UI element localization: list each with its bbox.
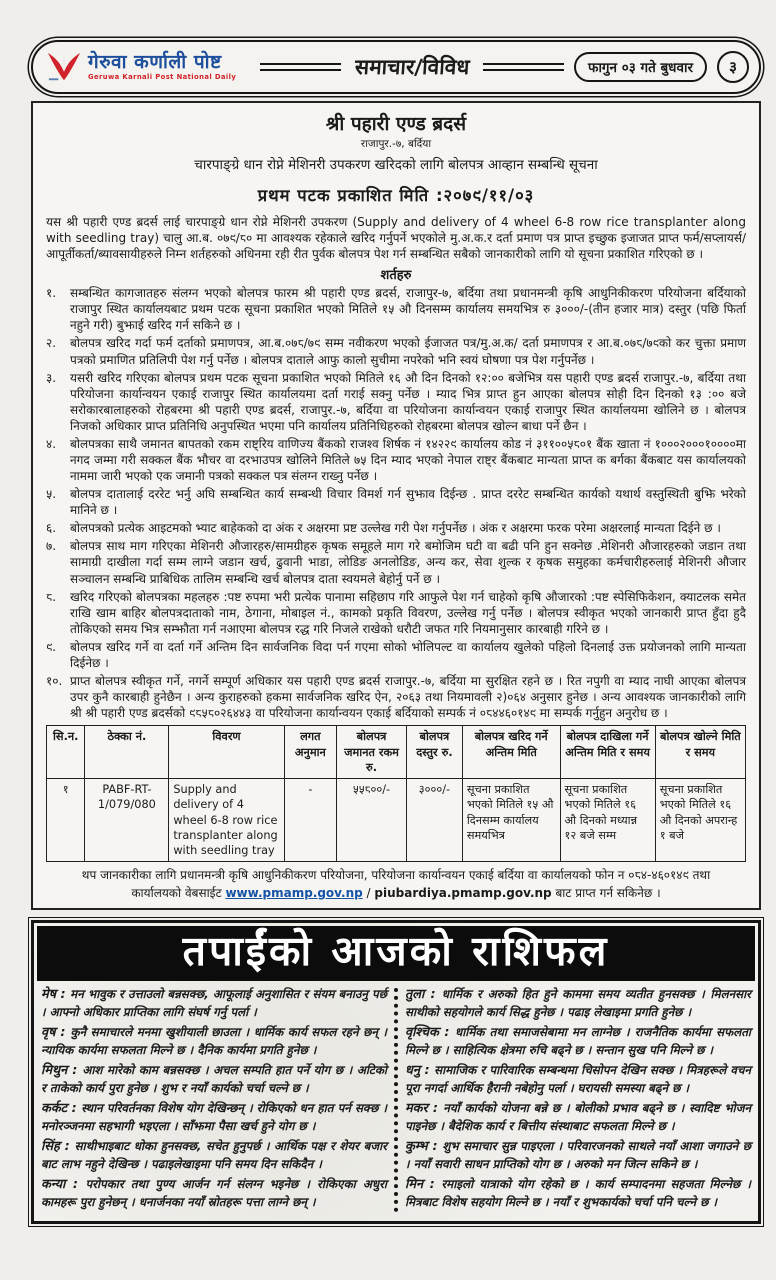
horoscope-column-right <box>405 986 751 1213</box>
term-item-6 <box>46 520 746 536</box>
table-header-cell: बोलपत्र दाखिला गर्ने अन्तिम मिति र समय <box>560 726 655 779</box>
website-link-separator: / <box>362 885 375 900</box>
term-item-8 <box>46 589 746 637</box>
horoscope-entry-right-3 <box>405 1062 751 1097</box>
term-item-3 <box>46 370 746 434</box>
term-text: प्राप्त बोलपत्र स्वीकृत गर्ने, नगर्ने सम्पूर्ण अधिकार यस पहारी एण्ड ब्रदर्स राजापुर.-७, बर्दिया मा सुरक्षित रहने छ । रित नपुगी वा म्याद नाघी आएका बोलपत्र उपर कुनै कारबाही हुनेछैन । अन्य कुराहरुको हकमा सार्वजनिक खरिद ऐन, २०६३ तथा नियमावली २)०६४ अनुसार हुनेछ । अन्य आवश्यक जानकारीको लागि श्री श्री पहारी एण्ड ब्रदर्सको ९८५८०२६४४३ वा परियोजना कार्यान्वयन एकाई बर्दियाको सम्पर्क नं ०८४४६०१४९ मा सम्पर्क गर्नुहुन अनुरोध छ । <box>70 674 746 721</box>
horoscope-column-divider <box>394 988 398 1211</box>
table-header-cell: बोलपत्र खरिद गर्ने अन्तिम मिति <box>462 726 560 779</box>
zodiac-sign-label: धनु : <box>405 1062 435 1078</box>
zodiac-sign-label: मिन : <box>405 1176 442 1192</box>
table-header-cell: बोलपत्र खोल्ने मिति र समय <box>655 726 745 779</box>
table-cell: PABF-RT-1/079/080 <box>85 779 169 862</box>
table-cell: सूचना प्रकाशित भएको मितिले १५ औ दिनसम्म कार्यालय समयभित्र <box>462 779 560 862</box>
page-number-badge: ३ <box>717 51 749 83</box>
table-cell: सूचना प्रकाशित भएको मितिले १६ औ दिनको अपरान्ह १ बजे <box>655 779 745 862</box>
term-text: खरिद गरिएको बोलपत्रका महलहरु :पष्ट रुपमा भरी प्रत्येक पानामा सहिछाप गरि आफुले पेश गर्न चाहेको कृषि औजारको :पष्ट स्पेसिफिकेशन, क्याटलक समेत राखि खाम बाहिर बोलपत्रदाताको नाम, ठेगाना, मोबाइल नं., कामको प्रकृति विवरण, उल्लेख गर्नु पर्नेछ । बोलपत्र स्वीकृत भएको जानकारी प्राप्त हुँदा हुदै तोकिएको समय भित्र सम्झौता गर्न नआएमा बोलपत्र रद्ध गरि निजले राखेको धरौटी जफत गरि नियमानुसार कारबाही गरिने छ । <box>70 589 746 636</box>
horoscope-entry-right-4 <box>405 1100 751 1135</box>
table-footnote <box>46 867 746 902</box>
tender-notice-box <box>31 101 761 910</box>
term-text: बोलपत्रका साथै जमानत बापतको रकम राष्ट्रिय वाणिज्य बैंकको राजश्व शिर्षक नं १४२२९ कार्यालय कोड नं ३११००५८०१ बैंक खाता नं १०००२०००१००००मा नगद जम्मा गरी सक्कल बैंक भौचर वा दरभाउपत्र खोलिने मितिले ७५ दिन म्याद भएको नेपाल राष्ट्र बैंकबाट मान्यता प्राप्त क बर्गका बैंकबाट यस कार्यालयको नाममा जारी भएको एक जमानी पत्रको सक्कल पत्र संलग्न राख्नु पर्नेछ । <box>70 436 746 484</box>
term-text: बोलपत्रको प्रत्येक आइटमको भ्याट बाहेकको दा अंक र अक्षरमा प्रष्ट उल्लेख गरी पेश गर्नुपर्नेछ । अंक र अक्षरमा फरक परेमा अक्षरलाई मान्यता दिईने छ । <box>70 521 721 536</box>
terms-heading: शर्तहरु <box>380 268 412 284</box>
term-text: सम्बन्धित कागजातहरु संलग्न भएको बोलपत्र फारम श्री पहारी एण्ड ब्रदर्स, राजापुर-७, बर्दिया तथा प्रधानमन्त्री कृषि आधुनिकीकरण परियोजना बर्दियाको राजापुर स्थित कार्यालयबाट प्रथम पटक सूचना प्रकाशित भएको मितिले १५ औ दिनसम्म कार्यालय समयभित्र रु ३०००/-(तीन हजार मात्र) दस्तुर (पछि फिर्ता नहुने गरी) बुझाई खरिद गर्न सकिने छ । <box>70 286 746 333</box>
footnote-line2-post: बाट प्राप्त गर्न सकिनेछ । <box>551 885 661 900</box>
zodiac-sign-label: मेष : <box>41 987 71 1003</box>
horoscope-columns <box>37 981 755 1217</box>
website-link-primary[interactable]: www.pmamp.gov.np <box>225 885 363 900</box>
zodiac-sign-label: मकर : <box>405 1100 444 1116</box>
term-item-10 <box>46 673 746 721</box>
horoscope-entry-right-2 <box>405 1024 751 1059</box>
horoscope-entry-right-5 <box>405 1138 751 1173</box>
zodiac-sign-label: तुला : <box>405 987 442 1003</box>
table-header-cell: ठेक्का नं. <box>85 726 169 779</box>
table-header-cell: बोलपत्र जमानत रकम रु. <box>337 726 407 779</box>
term-number: ८. <box>46 589 57 604</box>
horoscope-text: सामाजिक र पारिवारिक सम्बन्धमा चिसोपन देखिन सक्छ । मित्रहरूले वचन पूरा नगर्दा आर्थिक हैरानी नबेहोनु पर्ला । घरायसी समस्या बढ्ने छ । <box>405 1062 751 1096</box>
term-number: ६. <box>46 521 57 536</box>
masthead-rule-left <box>260 63 341 71</box>
horoscope-text: मन भावुक र उत्ताउलो बन्नसक्छ, आफूलाई अनुशासित र संयम बनाउनु पर्छ । आफ्नो अधिकार प्राप्तिका लागि संघर्ष गर्नु पर्ला । <box>41 987 388 1020</box>
masthead <box>31 40 761 94</box>
term-text: बोलपत्र दातालाई दररेट भर्नु अघि सम्बन्धित कार्य सम्बन्धी विचार विमर्श गर्न सुझाव दिईन्छ . प्राप्त दररेट सम्बन्धित कार्यको यथार्थ वस्तुस्थिती बुझि भरेको मानिने छ । <box>70 487 746 518</box>
horoscope-text: नयाँ कार्यको योजना बन्ने छ । बोलीको प्रभाव बढ्ने छ । स्वादिष्ट भोजन पाइनेछ । बैदेशिक कार्य र बित्तीय संस्थाबाट सफलता मिल्ने छ । <box>405 1100 751 1133</box>
section-title: समाचार/विविध <box>353 55 471 79</box>
horoscope-entry-left-2 <box>41 1024 387 1059</box>
term-text: बोलपत्र साथ माग गरिएका मेशिनरी औजारहरु/सामग्रीहरु कृषक समूहले माग गरे बमोजिम घटी वा बढी पनि हुन सक्नेछ .मेशिनरी औजारहरुको जडान तथा सामाग्री दाखीला गर्दा सम्म लाग्ने जडान खर्च, ढुवानी भाडा, लोडिङ अनलोडिङ, अन्य कर, सेवा शुल्क र कृषक समुहका कर्मचारीहरुलाई मेशिनरी औजार सञ्चालन सम्बन्धि प्राबिधिक तालिम सम्बन्धि खर्च बोलपत्र दाता स्वयमले बेहोर्नु पर्ने छ । <box>70 539 746 586</box>
zodiac-sign-label: कर्कट : <box>41 1100 82 1116</box>
horoscope-entry-right-6 <box>405 1176 751 1211</box>
horoscope-entry-left-6 <box>41 1176 387 1211</box>
horoscope-text: धार्मिक तथा समाजसेबामा मन लाग्नेछ । राजनैतिक कार्यमा सफलता मिल्ने छ । साहित्यिक क्षेत्रमा रुचि बढ्ने छ । सन्तान सुख पनि मिल्ने छ । <box>405 1025 751 1058</box>
horoscope-entry-left-4 <box>41 1100 387 1135</box>
table-cell: Supply and delivery of 4 wheel 6-8 row rice transplanter along with seedling tray <box>169 779 284 862</box>
horoscope-entry-right-1 <box>405 986 751 1021</box>
org-address: राजापुर.-७, बर्दिया <box>360 138 432 150</box>
term-text: बोलपत्र खरिद गर्दा फर्म दर्ताको प्रमाणपत्र, आ.ब.०७८/७९ सम्म नवीकरण भएको ईजाजत पत्र/मु.अ.क/ दर्ता प्रमाणपत्र र आ.ब.०७८/७९को कर चुक्ता प्रमाण पत्रको प्रमाणित प्रतिलिपी पेश गर्नु पर्नेछ । बोलपत्र दाताले आफु कालो सुचीमा नपरेको भनि स्वयं घोषणा पत्र पेश गर्नुपर्नेछ । <box>70 336 746 367</box>
horoscope-title-banner: तपाईंको आजको राशिफल <box>37 926 755 981</box>
tender-table-body <box>47 779 746 862</box>
table-header-cell: सि.न. <box>47 726 85 779</box>
term-item-9 <box>46 639 746 671</box>
term-number: ४. <box>46 436 57 451</box>
term-number: १. <box>46 286 57 301</box>
published-date-line: प्रथम पटक प्रकाशित मिति :२०७९/११/०३ <box>257 186 535 205</box>
horoscope-column-left <box>41 986 387 1213</box>
logo-tagline: Geruwa Karnali Post National Daily <box>88 73 237 82</box>
table-cell: ५५८००/- <box>337 779 407 862</box>
footnote-line1: थप जानकारीका लागि प्रधानमन्त्री कृषि आधुनिकीकरण परियोजना, परियोजना कार्यान्वयन एकाई बर्दिया वा कार्यालयको फोन न ०८४-४६०१४९ तथा <box>81 868 711 883</box>
term-item-1 <box>46 285 746 333</box>
footnote-line2-pre: कार्यालयको वेबसाईट <box>131 885 226 900</box>
masthead-rule-right <box>483 63 564 71</box>
table-cell: - <box>284 779 336 862</box>
term-number: ७. <box>46 539 57 554</box>
horoscope-text: स्थान परिवर्तनका विशेष योग देखिन्छन् । रोकिएको धन हात पर्न सक्छ । मनोरञ्जनमा सहभागी भइएला । साँझमा पैसा खर्च हुने योग छ । <box>41 1100 387 1133</box>
horoscope-section <box>31 920 761 1223</box>
zodiac-sign-label: वृश्चिक : <box>405 1025 455 1040</box>
logo-title: गेरुवा कर्णाली पोष्ट <box>88 51 222 74</box>
horoscope-text: धार्मिक र अरुको हित हुने काममा समय व्यतीत हुनसक्छ । मिलनसार साथीको सहयोगले कार्य सिद्ध हुनेछ । पढाइ लेखाइमा प्रगति हुनेछ । <box>405 987 751 1020</box>
terms-list <box>46 285 746 721</box>
table-cell: ३०००/- <box>406 779 462 862</box>
term-text: बोलपत्र खरिद गर्ने वा दर्ता गर्ने अन्तिम दिन सार्वजनिक विदा पर्न गएमा सोको भोलिपल्ट वा कार्यालय खुलेको पहिलो दिनलाई उक्त प्रयोजनको लागि मान्यता दिईनेछ । <box>70 639 746 670</box>
tender-table-header-row <box>47 726 746 779</box>
zodiac-sign-label: सिंह : <box>41 1138 75 1154</box>
term-item-4 <box>46 436 746 484</box>
horoscope-entry-left-1 <box>41 986 387 1021</box>
term-number: ५. <box>46 487 57 502</box>
zodiac-sign-label: वृष : <box>41 1025 71 1040</box>
org-name: श्री पहारी एण्ड ब्रदर्स <box>325 113 467 135</box>
table-header-cell: विवरण <box>169 726 284 779</box>
term-number: ९. <box>46 639 57 654</box>
date-badge: फागुन ०३ गते बुधवार <box>574 52 707 82</box>
horoscope-entry-left-3 <box>41 1062 387 1097</box>
zodiac-sign-label: मिथुन : <box>41 1062 83 1078</box>
newspaper-logo-icon <box>45 50 83 84</box>
table-cell: सूचना प्रकाशित भएको मितिले १६ औ दिनको मध्यान्न १२ बजे सम्म <box>560 779 655 862</box>
horoscope-text: आश मारेको काम बन्नसक्छ । अचल सम्पति हात पर्ने योग छ । अटिको र ताकेको कार्य पुरा हुनेछ । शुभ र नयाँ कार्यको चर्चा चल्ने छ । <box>41 1062 387 1096</box>
table-cell: १ <box>47 779 85 862</box>
term-number: २. <box>46 336 57 351</box>
horoscope-text: रमाइलो यात्राको योग रहेको छ । कार्य सम्पादनमा सहजता मिल्नेछ । मित्रबाट विशेष सहयोग मिल्ने छ । नयाँ र शुभकार्यको चर्चा पनि चल्ने छ । <box>405 1176 751 1209</box>
zodiac-sign-label: कुम्भ : <box>405 1138 443 1154</box>
table-header-cell: लगत अनुमान <box>284 726 336 779</box>
term-item-5 <box>46 486 746 518</box>
term-item-7 <box>46 538 746 586</box>
horoscope-text: शुभ समाचार सुन्न पाइएला । परिवारजनको साथले नयाँ आशा जगाउने छ । नयाँ सवारी साधन प्राप्तिको योग छ । अरुको मन जित्न सकिने छ । <box>405 1138 751 1171</box>
table-header-cell: बोलपत्र दस्तुर रु. <box>406 726 462 779</box>
table-row <box>47 779 746 862</box>
term-number: १०. <box>46 674 63 689</box>
term-item-2 <box>46 335 746 367</box>
tender-table <box>46 725 746 862</box>
horoscope-entry-left-5 <box>41 1138 387 1173</box>
website-link-secondary[interactable]: piubardiya.pmamp.gov.np <box>374 885 552 900</box>
zodiac-sign-label: कन्या : <box>41 1176 86 1192</box>
term-text: यसरी खरिद गरिएका बोलपत्र प्रथम पटक सूचना प्रकाशित भएको मितिले १६ औ दिन दिनको १२:०० बजेभित्र यस पहारी एण्ड ब्रदर्स राजापुर.-७, बर्दिया तथा परियोजना कार्यान्वयन एकाई राजापुर स्थित कार्यालयमा दर्ता गराई सक्नु पर्नेछ । म्याद भित्र प्राप्त हुन आएका बोलपत्र सोही दिन दिनको १३ :०० बजे सरोकारबालाहरुको रोहबरमा श्री पहारी एण्ड ब्रदर्स, राजापुर.-७, बर्दिया वा परियोजना कार्यान्वयन एकाई राजापुर स्थित कार्यालयमा खोलिने छ । बोलपत्र निजको अधिकार प्राप्त प्रतिनिधि अनुपस्थित भएमा पनि कार्यालय प्रतिनिधिहरुको रोहबरमा बोलपत्र खोल्न बाधा पर्ने छैन । <box>70 370 746 433</box>
notice-title: चारपाङ्ग्रे धान रोप्ने मेशिनरी उपकरण खरिदको लागि बोलपत्र आव्हान सम्बन्धि सूचना <box>194 157 598 173</box>
term-number: ३. <box>46 370 57 385</box>
intro-paragraph: यस श्री पहारी एण्ड ब्रदर्स लाई चारपाङ्ग्रे धान रोप्ने मेशिनरी उपकरण (Supply and delivery of 4 wheel 6-8 row rice transplanter along with seedling tray) चालु आ.ब. ०७९/८० मा आवश्यक रहेकाले खरिद गर्नुपर्ने भएकोले मु.अ.क.र दर्ता प्रमाण पत्र प्राप्त इच्छुक इजाजत प्राप्त फर्म/सप्लायर्स/आपूर्तीकर्ता/ब्यावसायीहरुले निम्न शर्तहरुको अधिनमा रही रीत पुर्वक बोलपत्र पेश गर्न सम्बन्धित सबैको जानकारीको लागि यो सूचना प्रकाशित गरिएको छ । <box>46 215 746 262</box>
horoscope-text: कुनै समाचारले मनमा खुशीयाली छाउला । धार्मिक कार्य सफल रहने छन् । न्यायिक कार्यमा सफलता मिल्ने छ । दैनिक कार्यमा प्रगति हुनेछ । <box>41 1025 387 1058</box>
horoscope-text: परोपकार तथा पुण्य आर्जन गर्न संलग्न भइनेछ । रोकिएका अधुरा कामहरू पुरा हुनेछन् । धनार्जनका नयाँ स्रोतहरू पत्ता लाग्ने छन् । <box>41 1176 387 1209</box>
tender-table-head <box>47 726 746 779</box>
newspaper-logo <box>45 50 250 84</box>
logo-text <box>88 53 236 81</box>
horoscope-text: साथीभाइबाट धोका हुनसक्छ, सचेत हुनुपर्छ । आर्थिक पक्ष र शेयर बजार बाट लाभ नहुने देखिन्छ । पढाइलेखाइमा पनि समय दिन सकिदैन । <box>41 1138 387 1171</box>
